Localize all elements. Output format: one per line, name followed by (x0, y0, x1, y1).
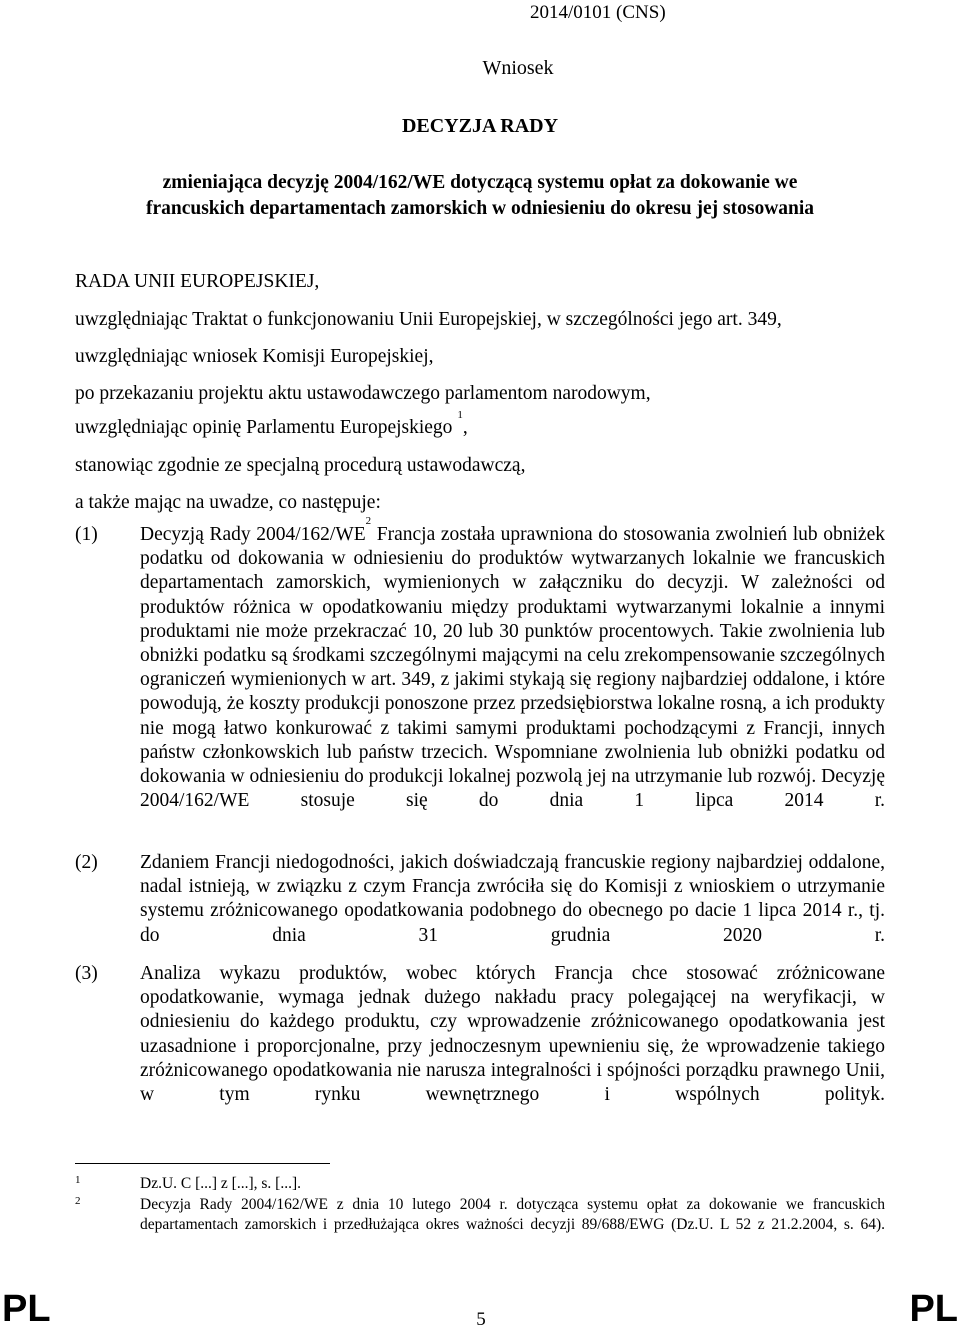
recital-text: Zdaniem Francji niedogodności, jakich doświadczają francuskie regiony najbardziej oddalone, nadal istnieją, w związku z czym Francja zwróciła się do Komisji z wnioskiem o utrzymanie systemu zróżnicowanego opodatkowania podobnego do obecnego po dacie 1 lipca 2014 r., tj. do dnia 31 grudnia 2020 r. (140, 852, 885, 946)
recital-number: (2) (75, 852, 98, 873)
recital-3 (75, 962, 885, 1131)
page-number: 5 (476, 1309, 486, 1330)
recital-1 (75, 515, 885, 838)
citation-whereas: a także mając na uwadze, co następuje: (75, 492, 381, 513)
subtitle-line-2: francuskich departamentach zamorskich w odniesieniu do okresu jej stosowania (145, 198, 815, 219)
preamble-institution: RADA UNII EUROPEJSKIEJ, (75, 271, 320, 292)
footnote-number: 2 (75, 1195, 81, 1207)
recital-text-part-a: Decyzją Rady 2004/162/WE (140, 524, 366, 545)
citation-national-parliaments: po przekazaniu projektu aktu ustawodawczego parlamentom narodowym, (75, 383, 651, 404)
recital-number: (3) (75, 963, 98, 984)
citation-special-procedure: stanowiąc zgodnie ze specjalną procedurą ustawodawczą, (75, 455, 526, 476)
recital-number: (1) (75, 524, 98, 545)
language-code-right: PL (909, 1288, 958, 1330)
recital-text-part-b: Francja została uprawniona do stosowania zwolnień lub obniżek podatku od dokowania w odniesieniu do produktów wytwarzanych lokalnie we francuskich departamentach zamorskich, wymienionych w załączniku do decyzji. W zależności od produktów różnica w opodatkowaniu między produktami wytwarzanymi lokalnie a innymi produktami nie może przekraczać 10, 20 lub 30 punktów procentowych. Takie zwolnienia lub obniżki podatku są środkami szczególnymi mającymi na celu zrekompensowanie szczególnych ograniczeń wymienionych w art. 349, z jakimi stykają się regiony najbardziej oddalone, i które powodują, że koszty produkcji ponoszone przez przedsiębiorstwa lokalne rosną, a ich produkty nie mogą łatwo konkurować z takimi samymi produktami pochodzącymi z Francji, innych państw członkowskich lub państw trzecich. Wspomniane zwolnienia lub obniżki podatku od dokowania w odniesieniu do produkcji lokalnej pozwolą jej na utrzymanie lub rozwój. Decyzję 2004/162/WE stosuje się do dnia 1 lipca 2014 r. (140, 524, 885, 812)
citation-parliament-suffix: , (462, 417, 468, 438)
subtitle-line-1: zmieniająca decyzję 2004/162/WE dotyczącą systemu opłat za dokowanie we (162, 172, 798, 193)
footnote-2 (75, 1195, 885, 1254)
citation-treaty: uwzględniając Traktat o funkcjonowaniu Unii Europejskiej, w szczególności jego art. 349, (75, 309, 782, 330)
language-code-left: PL (2, 1288, 51, 1330)
document-subtitle (0, 170, 960, 222)
footnote-separator (75, 1163, 330, 1164)
footnote-ref-2: 2 (365, 515, 372, 527)
footnote-1 (75, 1174, 885, 1194)
footnote-number: 1 (75, 1174, 81, 1186)
footnote-text: Decyzja Rady 2004/162/WE z dnia 10 lutego 2004 r. dotycząca systemu opłat za dokowanie we francuskich departamentach zamorskich i przedłużająca okres ważności decyzji 89/688/EWG (Dz.U. L 52 z 21.2.2004, s. 64). (140, 1196, 885, 1233)
citation-parliament-opinion (75, 409, 468, 439)
citation-parliament-text: uwzględniając opinię Parlamentu Europejskiego (75, 417, 453, 438)
document-type: Wniosek (482, 57, 554, 79)
recital-text (140, 515, 885, 838)
footnote-text: Dz.U. C [...] z [...], s. [...]. (140, 1175, 301, 1192)
document-title: DECYZJA RADY (401, 115, 559, 137)
recital-2 (75, 851, 885, 972)
procedure-reference: 2014/0101 (CNS) (530, 2, 666, 23)
recital-text: Analiza wykazu produktów, wobec których Francja chce stosować zróżnicowane opodatkowanie, wymaga jednak dużego nakładu pracy polegającej na weryfikacji, w odniesieniu do każdego produktu, czy wprowadzenie zróżnicowanego opodatkowania jest uzasadnione i proporcjonalne, przy jednoczesnym upewnieniu się, że wprowadzenie takiego zróżnicowanego opodatkowania nie narusza integralności i spójności porządku prawnego Unii, w tym rynku wewnętrznego i wspólnych polityk. (140, 963, 885, 1106)
footnote-ref-1: 1 (457, 409, 463, 421)
citation-commission-proposal: uwzględniając wniosek Komisji Europejskiej, (75, 346, 434, 367)
